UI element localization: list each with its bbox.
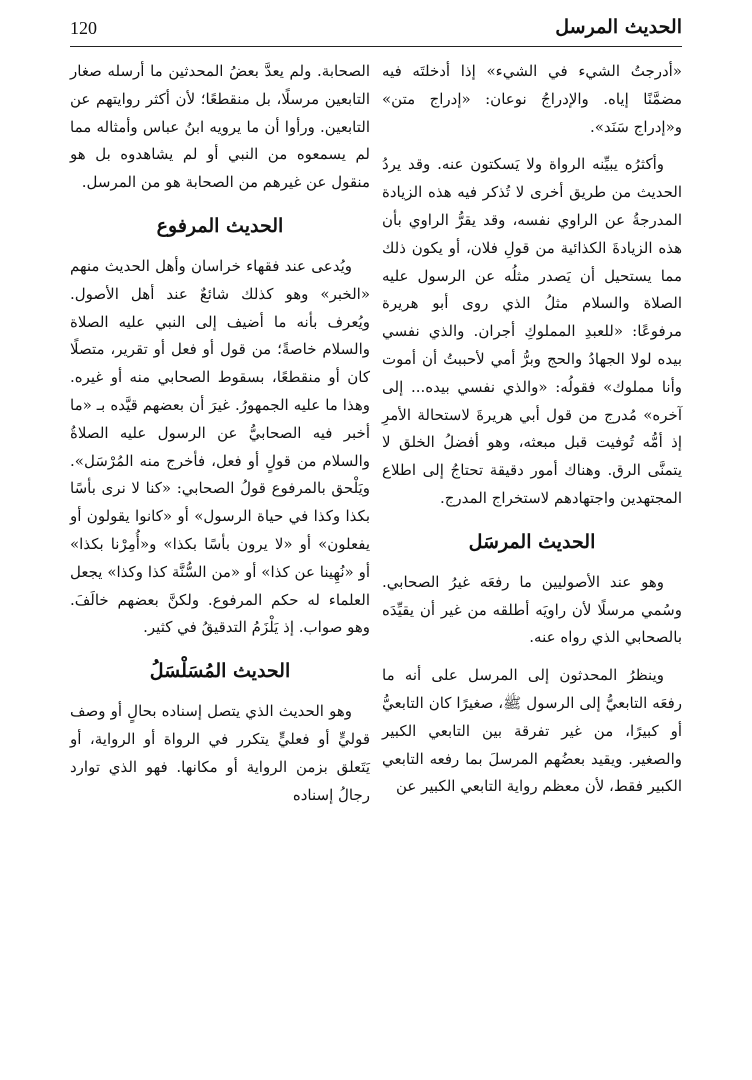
- section-heading: الحديث المرفوع: [156, 214, 284, 237]
- paragraph: وينظرُ المحدثون إلى المرسل على أنه ما رفعَه التابعيُّ إلى الرسول ﷺ، صغيرًا كان التابعيُّ أو كبيرًا، من غير تفرقة بين التابعي الكبير والصغير. ويقيد بعضُهم المرسلَ بما رفعه التابعي الكبير فقط، لأن معظم رواية التابعي الكبير عن: [382, 666, 682, 796]
- paragraph: الصحابة. ولم يعدَّ بعضُ المحدثين ما أرسله صغار التابعين مرسلًا، بل منقطعًا؛ لأن أكثر روايتهم عن التابعين. ورأوا أن ما يرويه ابنُ عباس وأمثاله مما لم يسمعوه من النبي أو لم يشاهدوه بل هو منقول عن غيرهم من الصحابة هو من المرسل.: [70, 62, 370, 192]
- paragraph: «أدرجتُ الشيء في الشيء» إذا أدخلتَه فيه مضمَّنًا إياه. والإدراجُ نوعان: «إدراج متن» و«إدراج سَنَد».: [382, 62, 682, 136]
- page-header: [70, 10, 682, 47]
- section-heading: الحديث المُسَلْسَلُ: [149, 660, 291, 683]
- running-title: الحديث المرسل: [555, 16, 682, 38]
- paragraph: وهو عند الأصوليين ما رفعَه غيرُ الصحابي. وسُمي مرسلًا لأن راويَه أطلقه من غير أن يقيِّدَه بالصحابي الذي رواه عنه.: [382, 572, 682, 647]
- paragraph: وأكثرُه يبيِّنه الرواة ولا يَسكتون عنه. وقد يردُ الحديث من طريق أخرى لا تُذكر فيه هذه الزيادة المدرجةُ عن الراوي نفسه، وقد يقرُّ الراوي بأن هذه الزيادةَ الكذائية من قولِ فلان، أو يكون ذلك مما يستحيل أن يَصدر مثلُه عن الرسول عليه الصلاة والسلام مثلُ الذي روى أبو هريرة مرفوعًا: «للعبدِ المملوكِ أجران. والذي نفسي بيده لولا الجهادُ والحج وبرُّ أمي لأحببتُ أن أموت وأنا مملوك» فقولُه: «والذي نفسي بيده... إلى آخره» مُدرج من قول أبي هريرةَ لاستحالة الأمرِ إذ أمُّه تُوفيت قبل مبعثه، وهو أفضلُ الخلق لا يتمنَّى الرق. وهناك أمور دقيقة تحتاجُ إلى اطلاع المجتهدين واجتهادهم لاستخراج المدرج.: [382, 155, 682, 507]
- section-heading: الحديث المرسَل: [468, 530, 596, 553]
- paragraph: ويُدعى عند فقهاء خراسان وأهل الحديث منهم «الخبر» وهو كذلك شائعٌ عند أهل الأصول. ويُعرف بأنه ما أضيف إلى النبي عليه الصلاة والسلام خاصةً؛ من قول أو فعل أو تقرير، متصلًا كان أو منقطعًا، بسقوط الصحابي منه أو غيره. وهذا ما عليه الجمهورُ. غيرَ أن بعضهم قيَّده بـ «ما أخبر فيه الصحابيُّ عن الرسول عليه الصلاةُ والسلام من قولٍ أو فعل، فأخرج منه المُرْسَل». ويَلْحق بالمرفوع قولُ الصحابي: «كنا لا نرى بأسًا بكذا وكذا في حياة الرسول» أو «كانوا يقولون أو يفعلون» أو «لا يرون بأسًا بكذا» و«أُمِرْنا بكذا» أو «نُهِينا عن كذا» أو «من السُّنَّة كذا وكذا» يجعل العلماء له حكم المرفوع. ولكنَّ بعضهم خالَفَ. وهو صواب. إذ يَلْزَمُ التدقيقُ في كثير.: [70, 256, 370, 637]
- paragraph: وهو الحديث الذي يتصل إسناده بحالٍ أو وصف قوليٍّ أو فعليٍّ يتكرر في الرواة أو الرواية، أو يَتَعلق بزمن الرواية أو مكانها. فهو الذي توارد رجالُ إسناده: [70, 702, 370, 804]
- right-column: [382, 58, 682, 801]
- page-number: 120: [70, 18, 97, 38]
- left-column: [70, 58, 370, 809]
